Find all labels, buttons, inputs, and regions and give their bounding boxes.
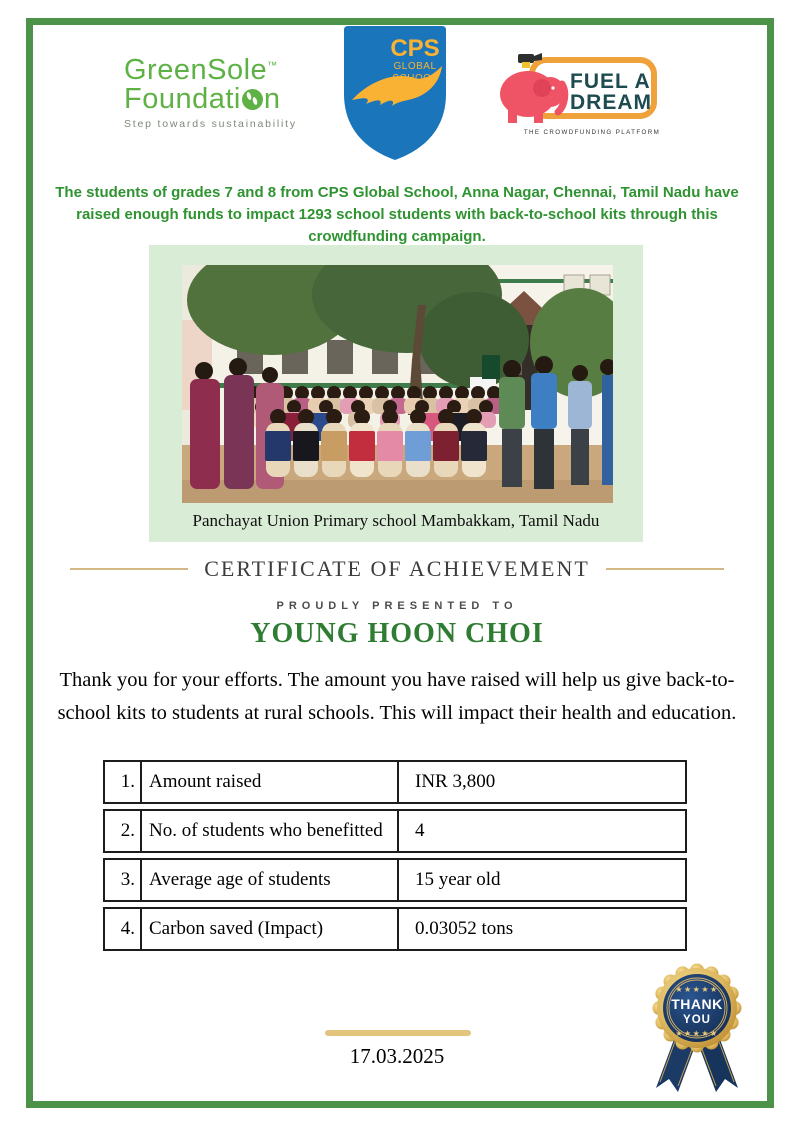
fad-tagline: THE CROWDFUNDING PLATFORM [523, 129, 660, 136]
thank-you-badge-icon [636, 952, 758, 1102]
badge-line1: THANK [671, 996, 723, 1012]
photo-card [149, 245, 643, 542]
greensole-name-text: GreenSole [124, 54, 268, 86]
elephant-icon [500, 53, 565, 123]
heading-left-line [70, 568, 188, 570]
impact-table [103, 760, 687, 956]
greensole-name [124, 56, 297, 85]
footprint-icon [242, 89, 263, 110]
presented-label: PROUDLY PRESENTED TO [276, 600, 518, 612]
greensole-logo [124, 56, 297, 130]
badge-stars-top: ★★★★★ [675, 985, 719, 994]
cps-line2: GLOBAL [393, 61, 437, 72]
certificate-date: 17.03.2025 [349, 1044, 445, 1068]
cps-school-logo [336, 22, 454, 164]
trademark-symbol: ™ [267, 60, 278, 72]
row-label: Average age of students [142, 860, 399, 900]
table-row [103, 907, 687, 951]
fad-line1: FUEL A [570, 70, 651, 93]
certificate-heading-row [0, 556, 794, 582]
foundation-text-post: n [263, 83, 281, 115]
row-number: 2. [105, 811, 142, 851]
row-label: Amount raised [142, 762, 399, 802]
table-row [103, 809, 687, 853]
recipient-name: YOUNG HOON CHOI [250, 618, 544, 649]
row-value: 0.03052 tons [415, 918, 514, 939]
table-row [103, 858, 687, 902]
photo-caption: Panchayat Union Primary school Mambakkam, Tamil Nadu [192, 511, 600, 530]
row-number: 4. [105, 909, 142, 949]
thank-you-message: Thank you for your efforts. The amount you have raised will help us give back-to-school kits to students at rural schools. This will impact their health and education. [57, 669, 737, 724]
row-number: 3. [105, 860, 142, 900]
badge-stars-bottom: ★★★★★ [675, 1029, 719, 1038]
row-value: INR 3,800 [415, 771, 496, 792]
school-group-photo [182, 265, 613, 503]
row-label: Carbon saved (Impact) [142, 909, 399, 949]
badge-line2: YOU [683, 1014, 711, 1026]
fad-line2: DREAM [570, 91, 652, 114]
date-divider-line [325, 1030, 471, 1036]
cps-name: CPS [390, 35, 440, 62]
intro-text: The students of grades 7 and 8 from CPS Global School, Anna Nagar, Chennai, Tamil Nadu have raised enough funds to impact 1293 school students with back-to-school kits through this crowdfunding campaign. [55, 184, 739, 245]
row-value: 15 year old [415, 869, 501, 890]
thank-you-badge [636, 952, 758, 1102]
cps-shield-icon [336, 22, 454, 164]
greensole-tagline: Step towards sustainability [124, 118, 297, 130]
row-value: 4 [415, 820, 425, 841]
certificate-heading: CERTIFICATE OF ACHIEVEMENT [204, 556, 590, 581]
table-row [103, 760, 687, 804]
fuel-a-dream-logo [490, 50, 660, 142]
heading-right-line [606, 568, 724, 570]
row-label: No. of students who benefitted [142, 811, 399, 851]
greensole-foundation [124, 85, 297, 114]
foundation-text-pre: Foundati [124, 83, 241, 115]
fuel-a-dream-icon [490, 50, 660, 142]
row-number: 1. [105, 762, 142, 802]
